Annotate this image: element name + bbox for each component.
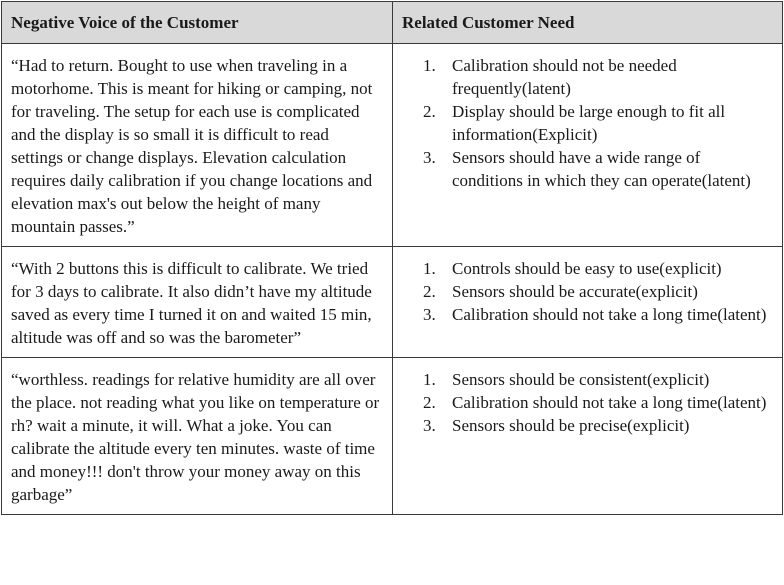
need-text: Sensors should be precise(explicit) <box>452 416 690 435</box>
need-list <box>423 257 774 326</box>
need-text: Calibration should not be needed frequently(latent) <box>452 56 677 98</box>
need-number: 2. <box>423 282 436 301</box>
need-text: Controls should be easy to use(explicit) <box>452 259 722 278</box>
need-text: Sensors should be consistent(explicit) <box>452 370 710 389</box>
need-number: 3. <box>423 148 436 167</box>
need-number: 2. <box>423 102 436 121</box>
need-text: Calibration should not take a long time(latent) <box>452 305 767 324</box>
need-number: 3. <box>423 416 436 435</box>
need-number: 2. <box>423 393 436 412</box>
need-number: 3. <box>423 305 436 324</box>
customer-need-cell <box>393 358 783 515</box>
voice-quote-cell: “With 2 buttons this is difficult to calibrate. We tried for 3 days to calibrate. It also didn’t have my altitude saved as every time I turned it on and waited 15 min, altitude was off and so was the barometer” <box>2 247 393 358</box>
voice-of-customer-table <box>1 1 783 515</box>
need-item <box>423 414 774 437</box>
need-text: Display should be large enough to fit all information(Explicit) <box>452 102 726 144</box>
need-number: 1. <box>423 56 436 75</box>
need-text: Calibration should not take a long time(latent) <box>452 393 767 412</box>
need-list <box>423 54 774 192</box>
table-row <box>2 247 783 358</box>
need-number: 1. <box>423 370 436 389</box>
customer-need-cell <box>393 247 783 358</box>
need-number: 1. <box>423 259 436 278</box>
need-item <box>423 257 774 280</box>
need-item <box>423 368 774 391</box>
need-item <box>423 100 774 146</box>
need-item <box>423 54 774 100</box>
header-row <box>2 2 783 44</box>
voice-quote-cell: “worthless. readings for relative humidity are all over the place. not reading what you like on temperature or rh? wait a minute, it will. What a joke. You can calibrate the altitude every ten minutes. waste of time and money!!! don't throw your money away on this garbage” <box>2 358 393 515</box>
need-item <box>423 146 774 192</box>
table-header <box>2 2 783 44</box>
need-list <box>423 368 774 437</box>
table-body <box>2 44 783 515</box>
need-text: Sensors should have a wide range of conditions in which they can operate(latent) <box>452 148 751 190</box>
table-row <box>2 44 783 247</box>
table-row <box>2 358 783 515</box>
header-related-need: Related Customer Need <box>393 2 783 44</box>
voice-quote-cell: “Had to return. Bought to use when traveling in a motorhome. This is meant for hiking or camping, not for traveling. The setup for each use is complicated and the display is so small it is difficult to read settings or change displays. Elevation calculation requires daily calibration if you change locations and elevation max's out below the height of many mountain passes.” <box>2 44 393 247</box>
header-negative-voice: Negative Voice of the Customer <box>2 2 393 44</box>
need-text: Sensors should be accurate(explicit) <box>452 282 698 301</box>
customer-need-cell <box>393 44 783 247</box>
need-item <box>423 391 774 414</box>
need-item <box>423 303 774 326</box>
need-item <box>423 280 774 303</box>
